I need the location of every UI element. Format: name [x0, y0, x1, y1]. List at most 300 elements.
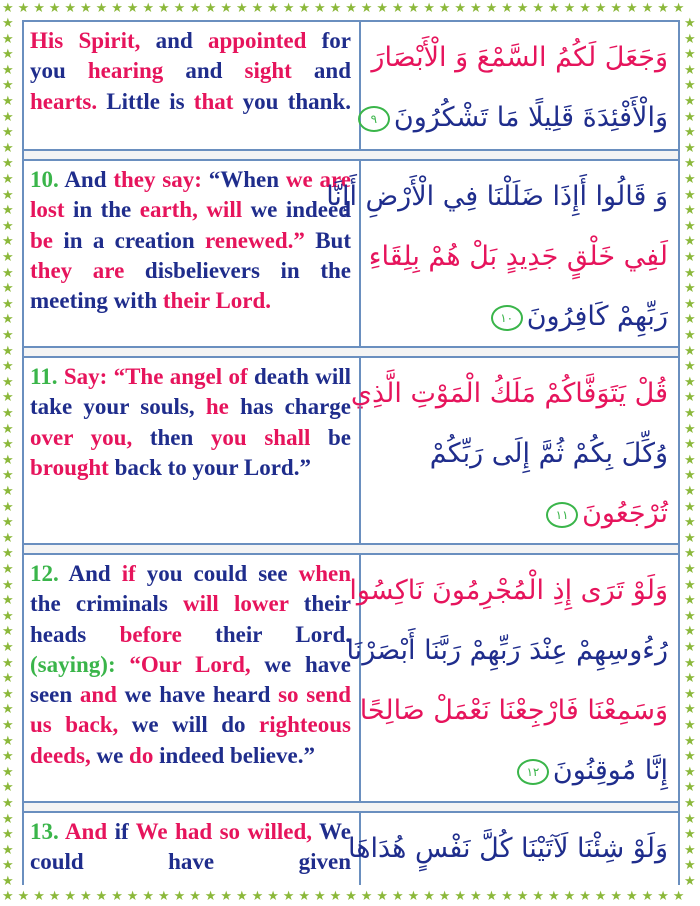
border-star-icon: ★: [2, 343, 14, 359]
translation-segment: has charge: [240, 394, 351, 420]
border-star-icon: ★: [684, 780, 696, 796]
border-star-icon: ★: [2, 624, 14, 640]
border-star-icon: ★: [2, 78, 14, 94]
border-star-icon: ★: [236, 1, 248, 16]
arabic-cell: [359, 22, 678, 149]
arabic-line: [371, 287, 668, 347]
translation-segment: “The angel of: [113, 364, 248, 389]
border-star-icon: ★: [684, 733, 696, 749]
border-star-icon: ★: [267, 1, 279, 16]
translation-segment: (saying):: [30, 651, 130, 677]
translation-segment: over: [30, 424, 74, 450]
translation-segment: indeed believe.”: [159, 742, 315, 768]
arabic-text: رُءُوسِهِمْ عِنْدَ رَبِّهِمْ رَبَّنَا أَبْصَرْنَا: [346, 635, 668, 666]
border-star-icon: ★: [2, 109, 14, 125]
border-star-icon: ★: [2, 234, 14, 250]
border-star-icon: ★: [173, 1, 186, 16]
translation-segment: be: [30, 227, 64, 253]
verse-number-marker: ١٢: [517, 759, 549, 785]
border-star-icon: ★: [376, 889, 389, 904]
translation-segment: and: [185, 58, 245, 84]
border-star-icon: ★: [532, 1, 545, 16]
border-star-icon: ★: [2, 172, 14, 187]
border-star-icon: ★: [2, 530, 14, 546]
border-star-icon: ★: [684, 47, 696, 63]
border-star-icon: ★: [220, 1, 233, 16]
border-star-icon: ★: [64, 889, 77, 904]
border-star-icon: ★: [2, 31, 14, 47]
translation-segment: then: [149, 424, 211, 450]
border-star-icon: ★: [329, 1, 342, 16]
border-star-icon: ★: [684, 546, 696, 562]
translation-segment: if: [121, 561, 147, 586]
translation-segment: and: [155, 28, 208, 53]
border-star-icon: ★: [594, 889, 607, 904]
translation-cell: [24, 555, 357, 801]
border-star-icon: ★: [684, 78, 696, 94]
border-star-icon: ★: [2, 16, 14, 31]
border-star-icon: ★: [548, 1, 560, 16]
border-star-icon: ★: [548, 889, 560, 904]
border-star-icon: ★: [2, 468, 14, 484]
border-star-icon: ★: [126, 1, 139, 16]
arabic-text: وَلَوْ تَرَى إِذِ الْمُجْرِمُونَ نَاكِسُوا: [349, 575, 668, 606]
translation-segment: souls,: [129, 394, 206, 420]
border-star-icon: ★: [2, 140, 14, 156]
border-star-icon: ★: [2, 640, 14, 655]
border-star-icon: ★: [684, 437, 696, 453]
translation-segment: death will take your: [30, 364, 352, 420]
border-star-icon: ★: [2, 452, 14, 468]
translation-segment: that: [193, 88, 234, 114]
border-star-icon: ★: [2, 250, 14, 265]
translation-segment: and: [79, 682, 125, 708]
border-star-icon: ★: [2, 203, 14, 219]
border-star-icon: ★: [485, 1, 498, 16]
translation-segment: We could have given: [30, 819, 351, 875]
border-star-icon: ★: [376, 1, 389, 16]
arabic-line: [359, 681, 668, 741]
border-star-icon: ★: [684, 468, 696, 484]
border-star-icon: ★: [684, 312, 696, 328]
border-star-icon: ★: [111, 889, 123, 904]
border-star-icon: ★: [684, 374, 696, 390]
border-star-icon: ★: [2, 562, 14, 577]
border-star-icon: ★: [626, 1, 638, 16]
border-star-icon: ★: [641, 1, 654, 16]
translation-segment: will: [183, 591, 219, 617]
border-star-icon: ★: [684, 686, 696, 702]
border-star-icon: ★: [2, 312, 14, 328]
border-star-icon: ★: [2, 608, 14, 624]
translation-segment: meeting with: [30, 288, 163, 314]
border-star-icon: ★: [684, 62, 696, 78]
verse-number-marker: ١٠: [491, 305, 523, 331]
translation-segment: in a: [63, 227, 105, 253]
border-star-icon: ★: [142, 1, 155, 16]
border-star-icon: ★: [2, 796, 14, 811]
border-star-icon: ★: [626, 889, 638, 904]
translation-segment: 11.: [30, 364, 64, 389]
border-star-icon: ★: [2, 296, 14, 312]
translation-segment: Lord,: [181, 651, 265, 677]
border-star-icon: ★: [2, 328, 14, 343]
arabic-text: وَسَمِعْنَا فَارْجِعْنَا نَعْمَلْ صَالِحًا: [359, 695, 668, 726]
border-star-icon: ★: [684, 515, 696, 531]
border-star-icon: ★: [2, 515, 14, 531]
border-star-icon: ★: [684, 749, 696, 765]
border-star-icon: ★: [684, 328, 696, 343]
translation-segment: you could see: [146, 561, 288, 586]
border-star-icon: ★: [579, 889, 591, 904]
translation-segment: their Lord.: [181, 621, 351, 647]
border-star-icon: ★: [345, 1, 357, 16]
border-star-icon: ★: [33, 1, 45, 16]
translation-segment: But: [315, 227, 351, 253]
border-star-icon: ★: [657, 889, 669, 904]
border-star-icon: ★: [2, 406, 14, 421]
translation-segment: we will do: [118, 712, 259, 738]
arabic-text: لَفِي خَلْقٍ جَدِيدٍ بَلْ هُمْ بِلِقَاءِ: [368, 241, 668, 272]
border-star-icon: ★: [2, 484, 14, 499]
border-star-icon: ★: [48, 1, 61, 16]
border-star-icon: ★: [684, 203, 696, 219]
border-star-icon: ★: [392, 889, 404, 904]
border-star-icon: ★: [17, 889, 30, 904]
border-star-icon: ★: [641, 889, 654, 904]
translation-segment: disbelievers in the: [144, 257, 351, 283]
border-star-icon: ★: [2, 889, 14, 904]
border-star-icon: ★: [204, 889, 217, 904]
verse-row-12: [24, 553, 678, 803]
border-star-icon: ★: [2, 671, 14, 687]
border-star-icon: ★: [684, 94, 696, 109]
border-star-icon: ★: [2, 62, 14, 78]
arabic-line: [368, 227, 668, 287]
arabic-text: قُلْ يَتَوَفَّاكُمْ مَلَكُ الْمَوْتِ الَّذِي: [350, 378, 668, 409]
border-star-icon: ★: [684, 421, 696, 437]
border-star-icon: ★: [251, 1, 264, 16]
arabic-line: [350, 364, 668, 424]
border-star-icon: ★: [684, 484, 696, 499]
border-star-icon: ★: [2, 125, 14, 141]
border-star-icon: ★: [454, 1, 467, 16]
translation-segment: appointed: [207, 28, 307, 53]
border-star-icon: ★: [684, 172, 696, 187]
translation-segment: righteous deeds,: [30, 712, 351, 768]
translation-segment: you shall: [210, 424, 328, 450]
border-star-icon: ★: [470, 1, 482, 16]
border-star-icon: ★: [126, 889, 139, 904]
border-star-icon: ★: [345, 889, 357, 904]
border-star-icon: ★: [672, 1, 685, 16]
border-star-icon: ★: [684, 530, 696, 546]
border-star-icon: ★: [563, 889, 576, 904]
translation-segment: be: [328, 424, 351, 450]
border-star-icon: ★: [684, 842, 696, 858]
border-star-icon: ★: [684, 452, 696, 468]
translation-segment: before: [119, 621, 182, 647]
border-star-icon: ★: [360, 1, 373, 16]
border-star-icon: ★: [2, 858, 14, 874]
border-star-icon: ★: [111, 1, 123, 16]
border-star-icon: ★: [407, 1, 420, 16]
border-star-icon: ★: [610, 1, 623, 16]
translation-segment: And: [64, 167, 114, 192]
translation-segment: do: [129, 742, 160, 768]
border-star-icon: ★: [594, 1, 607, 16]
border-star-icon: ★: [516, 1, 529, 16]
translation-cell: [24, 813, 357, 885]
translation-segment: we indeed: [250, 197, 352, 223]
translation-segment: the criminals: [30, 591, 184, 617]
arabic-cell: [346, 555, 678, 801]
border-star-icon: ★: [501, 889, 513, 904]
border-star-icon: ★: [64, 1, 77, 16]
border-star-icon: ★: [423, 1, 435, 16]
arabic-line: [371, 28, 668, 88]
arabic-text: وُكِّلَ بِكُمْ ثُمَّ إِلَى رَبِّكُمْ: [429, 438, 668, 469]
border-star-icon: ★: [2, 156, 14, 172]
arabic-line: [326, 167, 668, 227]
border-star-icon: ★: [2, 764, 14, 780]
translation-segment: And: [64, 819, 115, 844]
border-star-icon: ★: [173, 889, 186, 904]
translation-segment: when: [287, 561, 351, 586]
border-star-icon: ★: [657, 1, 669, 16]
border-star-icon: ★: [684, 187, 696, 203]
translation-segment: their heads: [30, 591, 351, 647]
border-star-icon: ★: [684, 281, 696, 297]
arabic-line: [346, 621, 668, 681]
border-star-icon: ★: [360, 889, 373, 904]
arabic-cell: [350, 358, 678, 543]
translation-segment: he: [205, 394, 241, 420]
translation-segment: renewed.”: [205, 227, 316, 253]
translation-segment: you thank.: [233, 88, 351, 114]
translation-segment: you,: [73, 424, 150, 450]
border-star-icon: ★: [684, 671, 696, 687]
border-star-icon: ★: [684, 265, 696, 281]
translation-segment: Little is: [106, 88, 194, 114]
translation-segment: lower: [218, 591, 304, 617]
translation-segment: “Our: [129, 651, 182, 677]
translation-segment: We had so: [135, 819, 241, 844]
border-star-icon: ★: [684, 764, 696, 780]
translation-segment: hearing: [87, 58, 186, 84]
border-star-icon: ★: [80, 1, 92, 16]
translation-segment: brought: [30, 454, 115, 480]
translation-segment: in the: [72, 197, 140, 223]
border-star-icon: ★: [563, 1, 576, 16]
border-star-icon: ★: [142, 889, 155, 904]
border-star-icon: ★: [684, 718, 696, 733]
border-star-icon: ★: [684, 796, 696, 811]
border-star-icon: ★: [2, 733, 14, 749]
border-star-icon: ★: [610, 889, 623, 904]
border-star-icon: ★: [579, 1, 591, 16]
translation-segment: Say:: [63, 364, 114, 389]
translation-segment: back to your: [114, 454, 239, 480]
border-star-icon: ★: [684, 140, 696, 156]
arabic-line: [371, 424, 668, 484]
border-star-icon: ★: [298, 1, 311, 16]
border-star-icon: ★: [314, 1, 326, 16]
border-star-icon: ★: [95, 1, 108, 16]
border-star-icon: ★: [2, 94, 14, 109]
translation-segment: Lord.”: [238, 454, 311, 480]
border-star-icon: ★: [392, 1, 404, 16]
border-star-icon: ★: [17, 1, 30, 16]
border-star-icon: ★: [684, 296, 696, 312]
translation-segment: they say:: [113, 167, 209, 192]
verse-number-marker: ٩: [358, 106, 390, 132]
border-star-icon: ★: [2, 499, 14, 515]
border-star-icon: ★: [282, 1, 295, 16]
border-star-icon: ★: [684, 125, 696, 141]
verse-number-marker: ١١: [546, 502, 578, 528]
arabic-line: [371, 88, 668, 148]
border-star-icon: ★: [2, 281, 14, 297]
border-star-icon: ★: [2, 374, 14, 390]
border-star-icon: ★: [2, 187, 14, 203]
verse-row-11: [24, 356, 678, 545]
border-star-icon: ★: [2, 390, 14, 406]
arabic-cell: [348, 813, 678, 885]
arabic-text: وَالْأَفْئِدَةَ قَلِيلًا مَا تَشْكُرُونَ: [393, 102, 668, 133]
border-star-icon: ★: [314, 889, 326, 904]
arabic-text: تُرْجَعُونَ: [582, 498, 668, 529]
arabic-text: وَلَوْ شِئْنَا لَآتَيْنَا كُلَّ نَفْسٍ هُدَاهَا: [348, 833, 668, 864]
border-star-icon: ★: [48, 889, 61, 904]
border-star-icon: ★: [684, 811, 696, 827]
border-star-icon: ★: [2, 593, 14, 609]
border-star-icon: ★: [516, 889, 529, 904]
border-star-icon: ★: [189, 1, 201, 16]
translation-segment: for you: [30, 28, 351, 84]
border-star-icon: ★: [2, 218, 14, 234]
border-star-icon: ★: [282, 889, 295, 904]
border-star-icon: ★: [2, 718, 14, 733]
border-star-icon: ★: [2, 421, 14, 437]
border-star-icon: ★: [684, 390, 696, 406]
border-star-icon: ★: [684, 640, 696, 655]
border-star-icon: ★: [2, 47, 14, 63]
translation-segment: earth,: [139, 197, 198, 223]
border-star-icon: ★: [158, 889, 170, 904]
border-star-icon: ★: [684, 874, 696, 889]
border-star-icon: ★: [684, 499, 696, 515]
translation-segment: willed,: [240, 819, 320, 844]
border-star-icon: ★: [438, 889, 451, 904]
translation-segment: hearts.: [30, 88, 107, 114]
border-star-icon: ★: [672, 889, 685, 904]
border-star-icon: ★: [267, 889, 279, 904]
translation-segment: and: [291, 58, 351, 84]
border-star-icon: ★: [251, 889, 264, 904]
border-star-icon: ★: [2, 702, 14, 718]
border-star-icon: ★: [684, 31, 696, 47]
border-star-icon: ★: [684, 16, 696, 31]
translation-segment: 10.: [30, 167, 65, 192]
translation-segment: their Lord.: [162, 288, 272, 314]
border-star-icon: ★: [2, 842, 14, 858]
border-star-icon: ★: [2, 359, 14, 375]
border-star-icon: ★: [2, 437, 14, 453]
border-star-icon: ★: [684, 827, 696, 843]
arabic-line: [348, 819, 668, 879]
translation-segment: they are: [30, 257, 145, 283]
translation-cell: [24, 22, 357, 149]
border-star-icon: ★: [684, 218, 696, 234]
verse-row-9: [24, 20, 678, 151]
border-star-icon: ★: [684, 655, 696, 671]
border-star-icon: ★: [501, 1, 513, 16]
border-star-icon: ★: [2, 265, 14, 281]
border-star-icon: ★: [2, 874, 14, 889]
border-star-icon: ★: [684, 234, 696, 250]
arabic-text: إِنَّا مُوقِنُونَ: [552, 755, 668, 786]
translation-cell: [24, 358, 357, 543]
border-star-icon: ★: [33, 889, 45, 904]
border-star-icon: ★: [684, 702, 696, 718]
border-star-icon: ★: [454, 889, 467, 904]
translation-segment: sight: [244, 58, 292, 84]
translation-segment: have heard: [151, 682, 279, 708]
verse-row-13: [24, 811, 678, 885]
border-star-icon: ★: [438, 1, 451, 16]
border-star-icon: ★: [684, 608, 696, 624]
verse-row-10: [24, 159, 678, 348]
translation-segment: 12.: [30, 561, 69, 586]
verse-table: [22, 20, 680, 885]
arabic-text: وَ قَالُوا أَإِذَا ضَلَلْنَا فِي الْأَرْضِ أَإِنَّا: [326, 181, 668, 212]
arabic-line: [349, 561, 668, 621]
border-star-icon: ★: [470, 889, 482, 904]
border-star-icon: ★: [158, 1, 170, 16]
border-star-icon: ★: [684, 406, 696, 421]
translation-segment: “When: [208, 167, 280, 192]
border-star-icon: ★: [2, 655, 14, 671]
translation-cell: [24, 161, 357, 346]
translation-segment: 13.: [30, 819, 65, 844]
border-star-icon: ★: [684, 562, 696, 577]
border-star-icon: ★: [684, 577, 696, 593]
translation-segment: creation: [104, 227, 206, 253]
border-star-icon: ★: [532, 889, 545, 904]
border-star-icon: ★: [684, 250, 696, 265]
translation-segment: so send us back,: [30, 682, 352, 738]
arabic-line: [371, 741, 668, 801]
translation-segment: we: [90, 742, 130, 768]
translation-segment: His Spirit,: [30, 28, 156, 53]
border-star-icon: ★: [684, 593, 696, 609]
border-star-icon: ★: [684, 343, 696, 359]
arabic-text: وَجَعَلَ لَكُمُ السَّمْعَ وَ الْأَبْصَارَ: [371, 42, 668, 73]
border-star-icon: ★: [2, 811, 14, 827]
border-star-icon: ★: [684, 109, 696, 125]
arabic-text: رَبِّهِمْ كَافِرُونَ: [526, 301, 668, 332]
border-star-icon: ★: [2, 827, 14, 843]
border-star-icon: ★: [2, 780, 14, 796]
border-star-icon: ★: [485, 889, 498, 904]
translation-segment: And: [68, 561, 122, 586]
border-star-icon: ★: [2, 577, 14, 593]
translation-segment: if: [114, 819, 136, 844]
border-star-icon: ★: [684, 156, 696, 172]
border-star-icon: ★: [2, 546, 14, 562]
border-star-icon: ★: [423, 889, 435, 904]
